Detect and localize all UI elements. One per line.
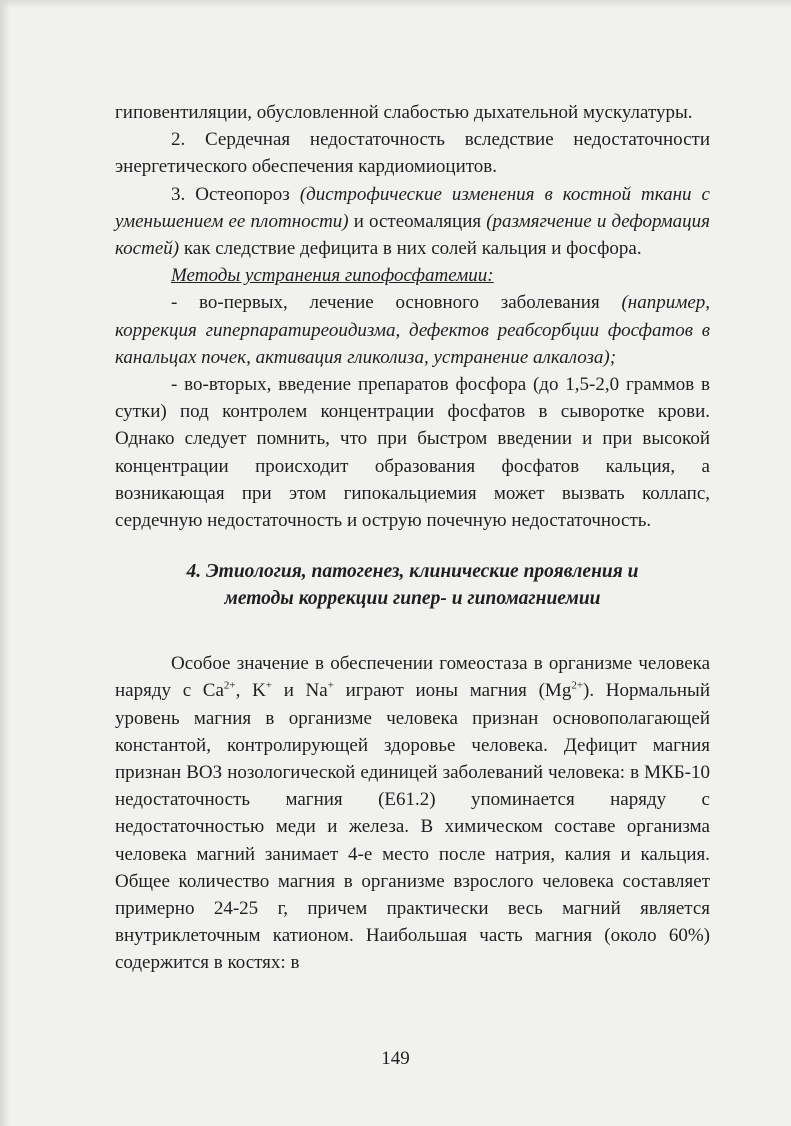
section-heading-line2: методы коррекции гипер- и гипомагниемии bbox=[224, 588, 601, 610]
potassium-charge: + bbox=[265, 680, 273, 693]
paragraph-magnesium bbox=[115, 650, 710, 976]
section-heading bbox=[115, 558, 710, 612]
methods-heading: Методы устранения гипофосфатемии: bbox=[171, 265, 494, 287]
magnesium-text-a: Особое значение в обеспечении гомеостаза в организме человека наряду с Ca bbox=[115, 653, 710, 702]
first-method-examples: (например, коррекция гиперпаратиреоидизма, дефектов реабсорбции фосфатов в канальцах почек, активация гликолиза, устранение алкалоза); bbox=[115, 292, 710, 368]
sodium-charge: + bbox=[327, 680, 334, 693]
osteoporosis-lead: 3. Остеопороз bbox=[171, 183, 300, 205]
magnesium-text-c: и Na bbox=[272, 680, 328, 702]
methods-heading-line bbox=[115, 262, 710, 289]
osteomalacia-definition: (размягчение и деформация костей) bbox=[115, 210, 710, 260]
page-body bbox=[115, 99, 710, 977]
scan-edge-left bbox=[0, 0, 10, 1126]
paragraph-second-method: - во-вторых, введение препаратов фосфора (до 1,5-2,0 граммов в сутки) под контролем концентрации фосфатов в сыворотке крови. Однако следует помнить, что при быстром введении и при высокой концентрации происходит образования фосфатов кальция, а возникающая при этом гипокальциемия может вызвать коллапс, сердечную недостаточность и острую почечную недостаточность. bbox=[115, 374, 710, 532]
paragraph-hypoventilation: гиповентиляции, обусловленной слабостью дыхательной мускулатуры. bbox=[115, 102, 693, 123]
first-method-lead: - во-первых, лечение основного заболевания bbox=[171, 292, 622, 314]
scan-edge-top bbox=[0, 0, 791, 8]
magnesium-charge: 2+ bbox=[571, 680, 584, 693]
paragraph-first-method bbox=[115, 289, 710, 371]
section-heading-line1: 4. Этиология, патогенез, клинические проявления и bbox=[186, 561, 639, 583]
osteomalacia-lead: и остеомаляция bbox=[348, 210, 487, 232]
magnesium-text-d: играют ионы магния (Mg bbox=[333, 680, 572, 702]
magnesium-text-b: , K bbox=[235, 680, 266, 702]
magnesium-text-e: ). Нормальный уровень магния в организме человека признан основополагающей константой, контролирующей здоровье человека. Дефицит магния признан ВОЗ нозологической единицей заболеваний человека: в МКБ-10 недостаточность магния (E61.2) упоминается наряду с недостаточностью меди и железа. В химическом составе организма человека магний занимает 4-е место после натрия, калия и кальция. Общее количество магния в организме взрослого человека составляет примерно 24-25 г, причем практически весь магний является внутриклеточным катионом. Наибольшая часть магния (около 60%) содержится в костях: в bbox=[115, 680, 710, 974]
paragraph-heart-failure: 2. Сердечная недостаточность вследствие недостаточности энергетического обеспечения кардиомиоцитов. bbox=[115, 129, 710, 178]
calcium-charge: 2+ bbox=[223, 680, 236, 693]
paragraph-osteoporosis bbox=[115, 181, 710, 263]
osteoporosis-definition: (дистрофические изменения в костной ткани с уменьшением ее плотности) bbox=[115, 183, 710, 232]
osteoporosis-tail: как следствие дефицита в них солей кальция и фосфора. bbox=[179, 238, 642, 260]
page-number: 149 bbox=[381, 1048, 410, 1069]
